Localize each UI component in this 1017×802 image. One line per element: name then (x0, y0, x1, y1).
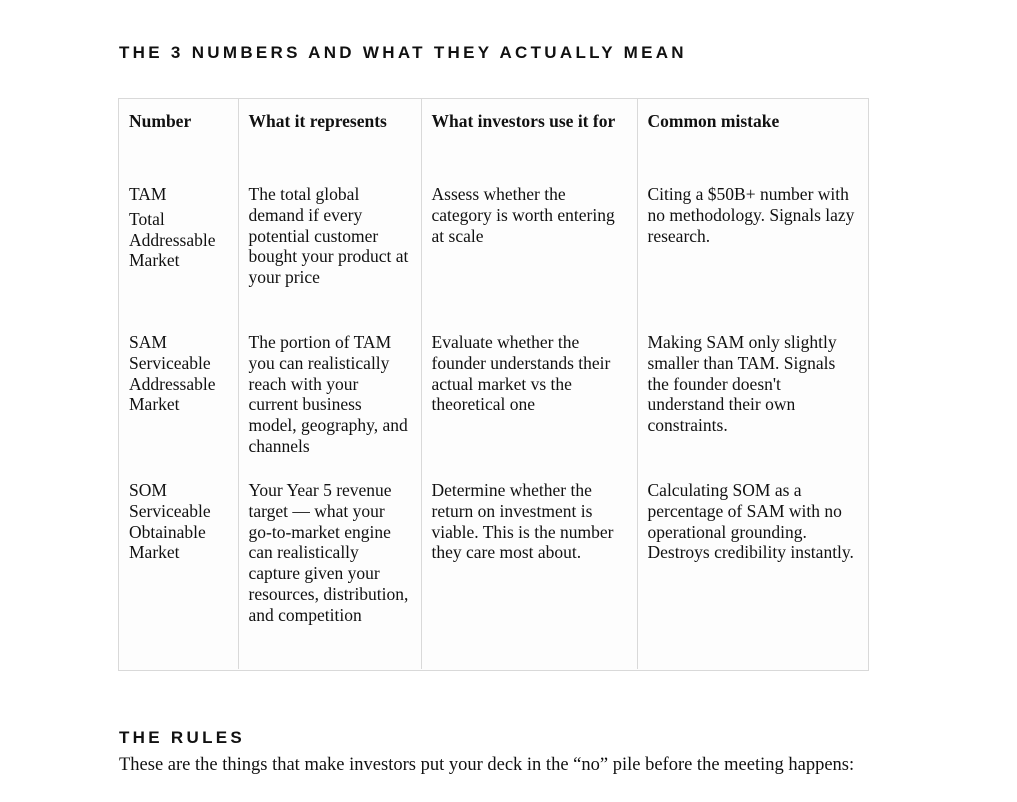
number-abbreviation: SOM (129, 480, 167, 500)
section-heading-numbers: THE 3 NUMBERS AND WHAT THEY ACTUALLY MEAN (119, 43, 687, 62)
investors-use-cell: Evaluate whether the founder understands their actual market vs the theoretical one (421, 319, 637, 467)
column-header-represents: What it represents (238, 99, 421, 171)
table-header-row (119, 99, 868, 171)
table-row (119, 467, 868, 669)
number-full-name: Serviceable Addressable Market (129, 352, 216, 415)
number-full-name: Total Addressable Market (129, 208, 216, 271)
number-abbreviation: SAM (129, 332, 167, 352)
investors-use-cell: Assess whether the category is worth entering at scale (421, 171, 637, 319)
common-mistake-cell: Making SAM only slightly smaller than TAM. Signals the founder doesn't understand their own constraints. (647, 332, 837, 436)
number-cell (119, 467, 238, 669)
number-full-name: Serviceable Obtainable Market (129, 500, 211, 563)
number-abbreviation: TAM (129, 184, 167, 204)
column-header-common-mistake: Common mistake (647, 111, 780, 131)
number-cell (119, 171, 238, 319)
represents-cell: Your Year 5 revenue target — what your go-to-market engine can realistically capture given your resources, distribution, and competition (238, 467, 421, 669)
represents-cell: The total global demand if every potential customer bought your product at your price (238, 171, 421, 319)
table-row (119, 171, 868, 319)
number-cell (119, 319, 238, 467)
represents-cell: The portion of TAM you can realistically reach with your current business model, geography, and channels (238, 319, 421, 467)
section-heading-rules: THE RULES (119, 728, 246, 747)
common-mistake-cell: Citing a $50B+ number with no methodology. Signals lazy research. (647, 184, 855, 246)
table-row (119, 319, 868, 467)
rules-intro-paragraph: These are the things that make investors put your deck in the “no” pile before the meeting happens: (119, 755, 855, 775)
column-header-number: Number (119, 99, 238, 171)
market-numbers-table (118, 98, 869, 671)
column-header-investors-use: What investors use it for (421, 99, 637, 171)
investors-use-cell: Determine whether the return on investment is viable. This is the number they care most about. (421, 467, 637, 669)
common-mistake-cell: Calculating SOM as a percentage of SAM with no operational grounding. Destroys credibility instantly. (647, 480, 854, 563)
